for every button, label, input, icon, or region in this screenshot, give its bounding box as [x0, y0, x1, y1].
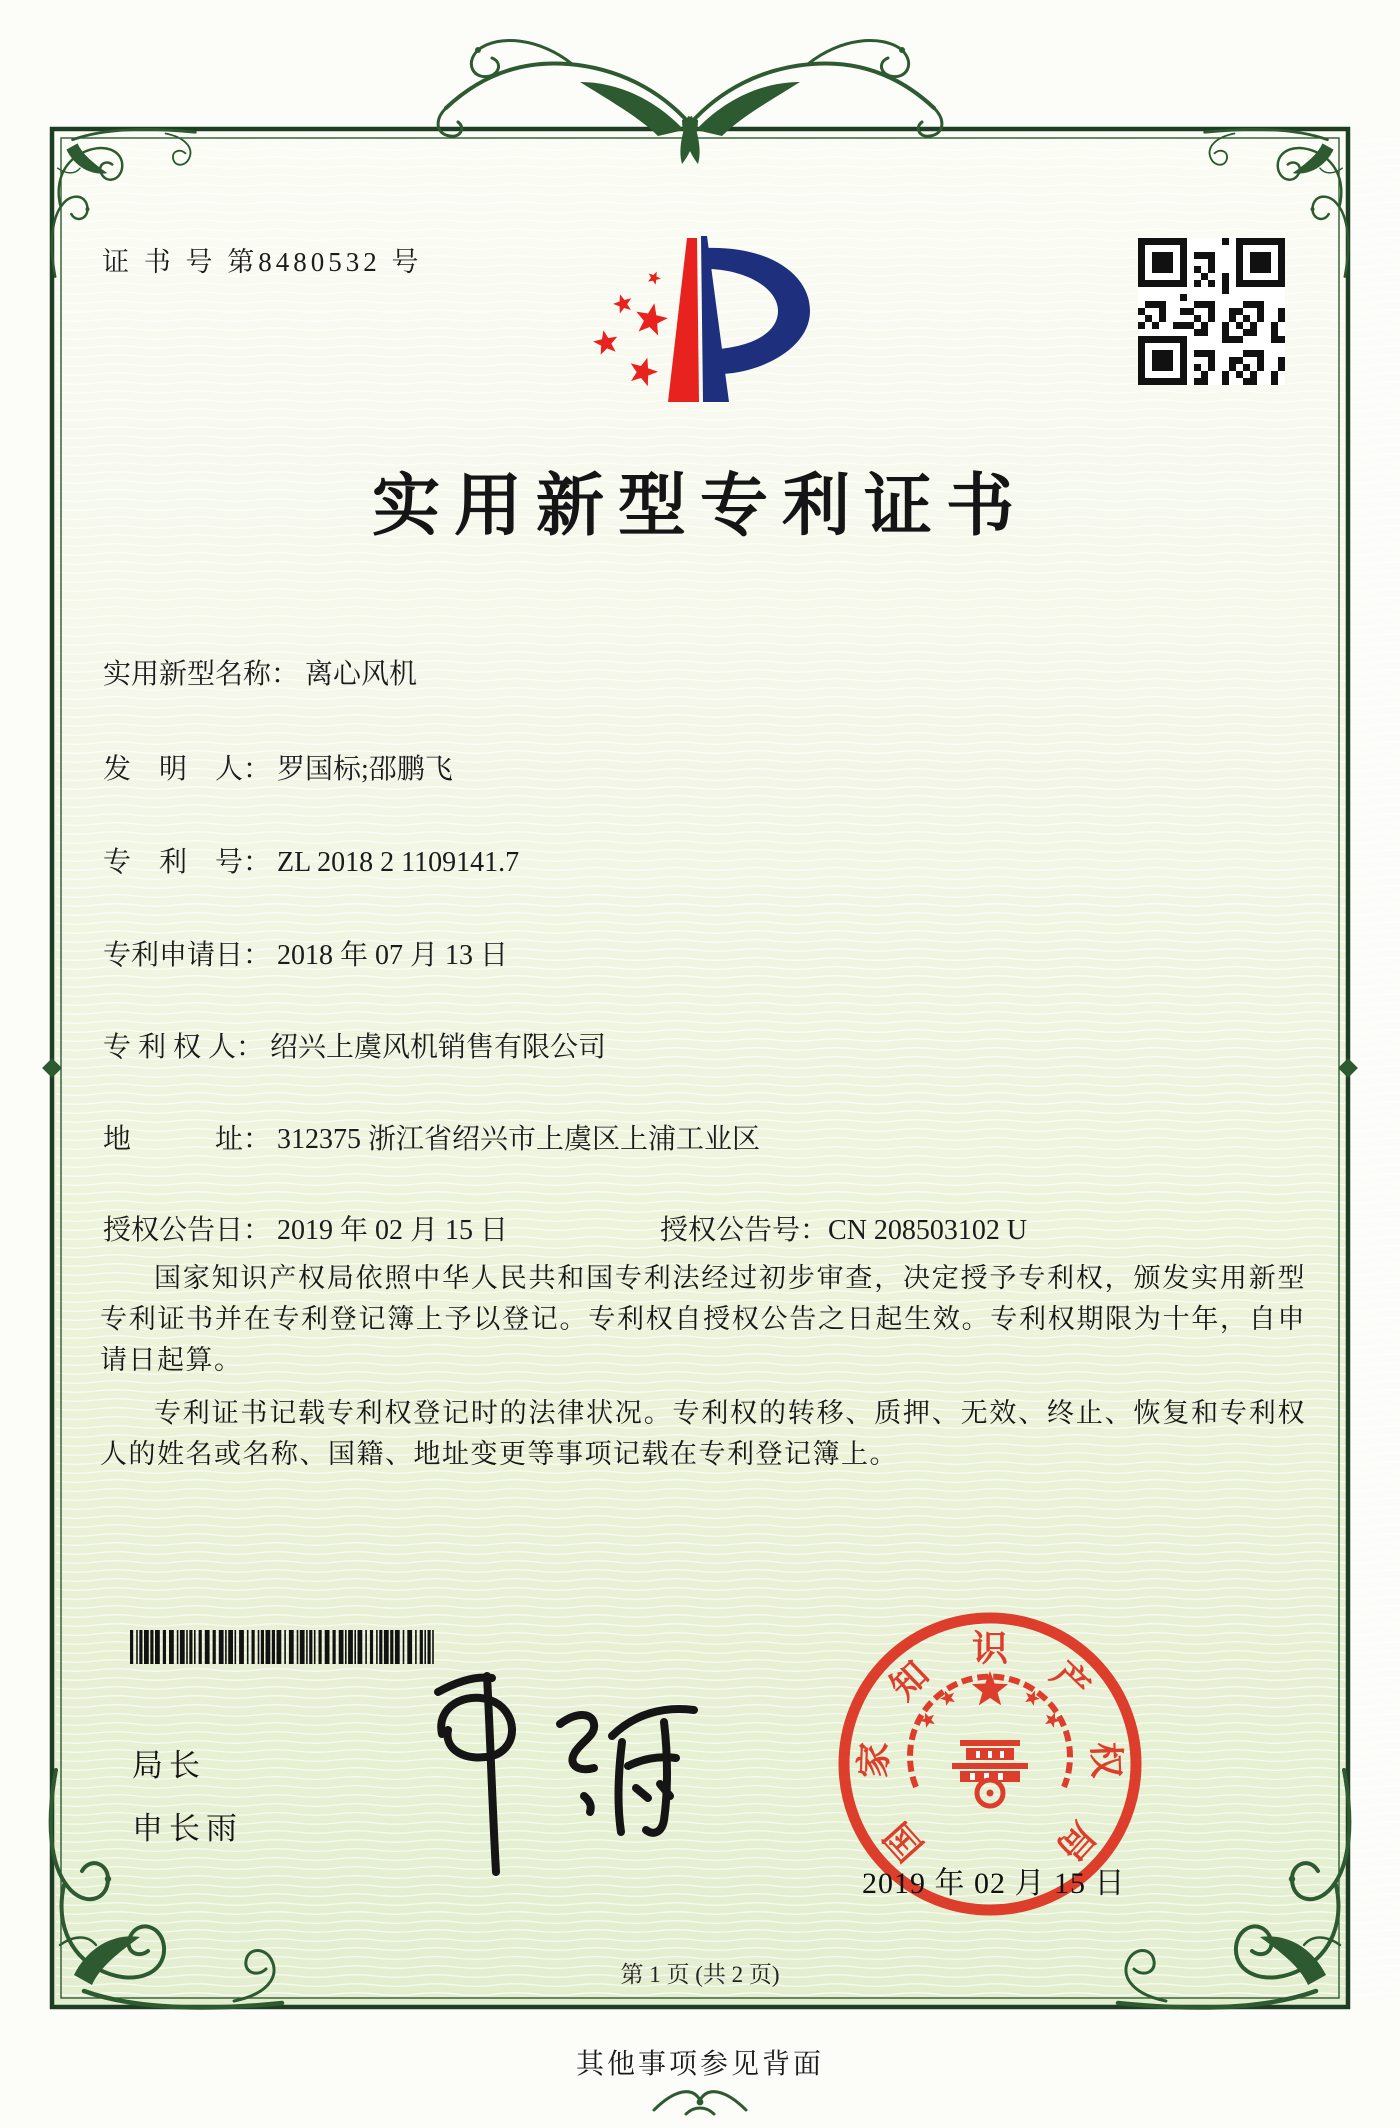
field-row-name — [103, 652, 417, 692]
legal-paragraph-2: 专利证书记载专利权登记时的法律状况。专利权的转移、质押、无效、终止、恢复和专利权人的姓名或名称、国籍、地址变更等事项记载在专利登记簿上。 — [100, 1398, 1306, 1469]
svg-text:局: 局 — [1049, 1814, 1103, 1869]
field-row-patent-no — [103, 840, 519, 880]
field-value: 2018 年 07 月 13 日 — [277, 940, 509, 971]
field-label: 授权公告日： — [103, 1215, 272, 1246]
field-row-address — [103, 1117, 760, 1157]
page-indicator: 第 1 页 (共 2 页) — [620, 1962, 780, 1987]
svg-text:知: 知 — [882, 1653, 937, 1708]
certificate-number: 证 书 号 第8480532 号 — [102, 247, 423, 277]
legal-paragraph-1: 国家知识产权局依照中华人民共和国专利法经过初步审查，决定授予专利权，颁发实用新型专利证书并在专利登记簿上予以登记。专利权自授权公告之日起生效。专利权期限为十年，自申请日起算。 — [100, 1263, 1306, 1375]
field-label: 发 明 人： — [103, 754, 272, 785]
certificate-title: 实用新型专利证书 — [371, 468, 1028, 544]
field-label: 实用新型名称： — [103, 659, 300, 690]
field-value: ZL 2018 2 1109141.7 — [277, 847, 520, 878]
field-value: 绍兴上虞风机销售有限公司 — [270, 1032, 607, 1063]
svg-text:国: 国 — [877, 1814, 931, 1869]
svg-text:识: 识 — [971, 1628, 1009, 1669]
field-label: 专 利 权 人： — [103, 1032, 265, 1063]
field-row-grant-no — [660, 1208, 1027, 1248]
cnipa-logo-icon — [560, 225, 840, 425]
svg-text:权: 权 — [1085, 1741, 1127, 1779]
field-label: 地 址： — [103, 1124, 272, 1155]
director-signature-icon — [380, 1660, 720, 1890]
svg-text:家: 家 — [853, 1741, 895, 1779]
field-value: CN 208503102 U — [828, 1215, 1028, 1246]
field-value: 2019 年 02 月 15 日 — [277, 1215, 509, 1246]
field-label: 专利申请日： — [103, 940, 272, 971]
field-value: 罗国标;邵鹏飞 — [277, 754, 453, 785]
back-note: 其他事项参见背面 — [575, 2049, 824, 2080]
legal-text-block — [100, 1258, 1306, 1475]
field-row-inventor — [103, 747, 453, 787]
field-row-filing-date — [103, 933, 508, 973]
barcode-icon — [130, 1630, 436, 1664]
field-row-patentee — [103, 1025, 606, 1065]
director-title: 局长 — [132, 1748, 206, 1783]
director-name: 申长雨 — [132, 1811, 243, 1846]
seal-date: 2019 年 02 月 15 日 — [862, 1867, 1126, 1900]
field-label: 专 利 号： — [103, 847, 272, 878]
field-value: 312375 浙江省绍兴市上虞区上浦工业区 — [277, 1124, 761, 1155]
field-value: 离心风机 — [305, 659, 418, 690]
svg-text:产: 产 — [1043, 1653, 1098, 1708]
qr-code-icon — [1138, 238, 1286, 386]
field-row-grant-date — [103, 1208, 508, 1248]
field-label: 授权公告号： — [660, 1215, 829, 1246]
